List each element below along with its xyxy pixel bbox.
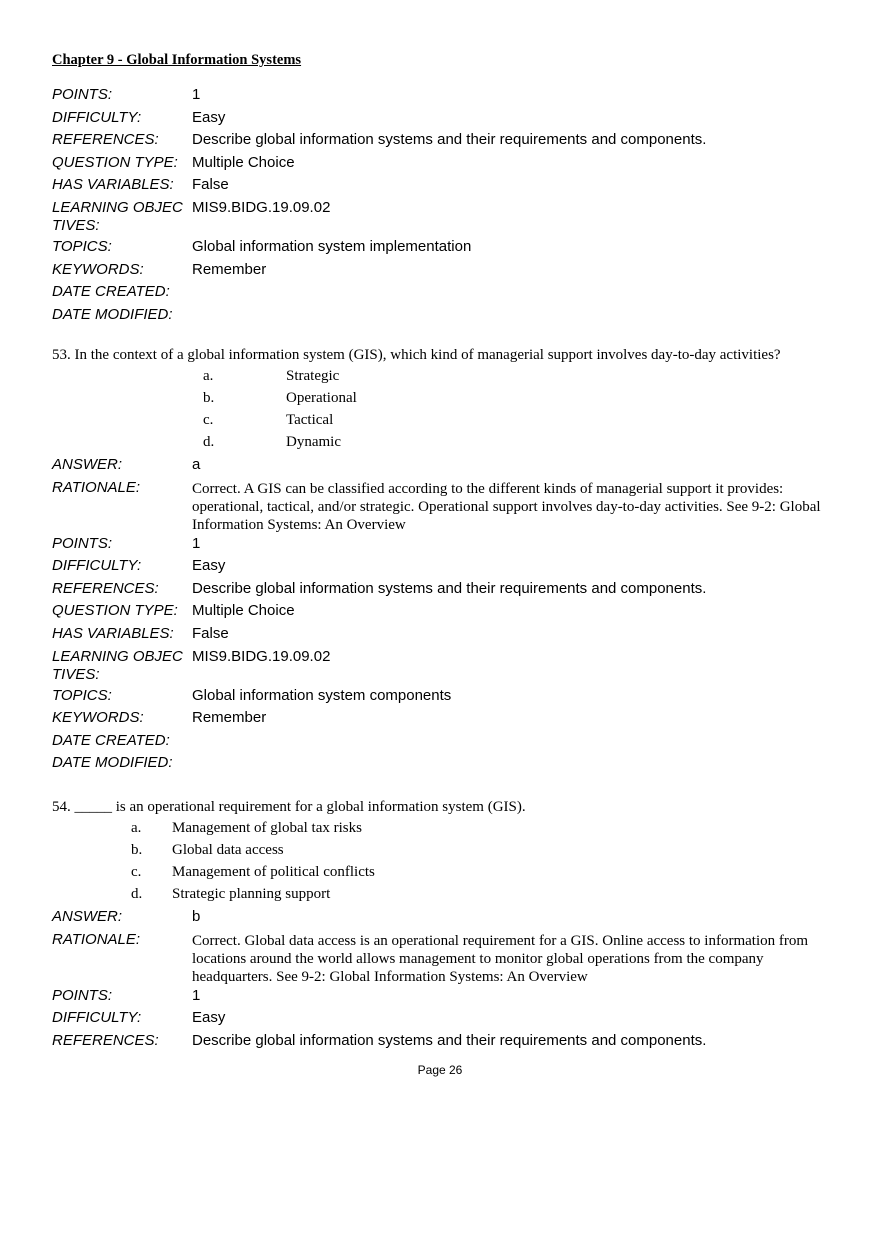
has-variables-value: False [192, 624, 229, 642]
points-value: 1 [192, 86, 201, 103]
meta-row-question-type [52, 602, 842, 625]
rationale-text: Correct. Global data access is an operational requirement for a GIS. Online access to information from locations around the world allows management to monitor global operations from the company headquarters. See 9-2: Global Information Systems: An Overview [192, 932, 809, 985]
choice-text: Global data access [172, 842, 284, 858]
points-label: POINTS: [52, 86, 113, 103]
meta-row-answer [52, 456, 842, 479]
meta-row-references [52, 580, 842, 603]
meta-row-has-variables [52, 625, 842, 648]
meta-row-difficulty [52, 1009, 842, 1032]
date-created-label: DATE CREATED: [52, 283, 170, 301]
has-variables-value: False [192, 176, 229, 194]
meta-row-rationale [52, 479, 842, 535]
choice-text: Strategic [286, 368, 340, 384]
choice-letter: c. [203, 412, 214, 428]
question-type-label: QUESTION TYPE: [52, 153, 178, 171]
difficulty-label: DIFFICULTY: [52, 108, 142, 126]
difficulty-value: Easy [192, 557, 226, 575]
choice-text: Dynamic [286, 434, 341, 450]
meta-row-date-created [52, 732, 842, 755]
choice-text: Management of global tax risks [172, 820, 362, 836]
page-number: Page 26 [417, 1063, 463, 1077]
learning-objectives-label: LEARNING OBJECTIVES: [52, 198, 183, 234]
choice-letter: c. [131, 864, 142, 880]
date-modified-label: DATE MODIFIED: [52, 305, 173, 323]
rationale-label: RATIONALE: [52, 930, 141, 948]
meta-row-has-variables [52, 176, 842, 199]
choice-text: Operational [286, 390, 357, 406]
topics-value: Global information system components [192, 686, 452, 704]
points-value: 1 [192, 534, 201, 552]
meta-row-learning-objectives [52, 199, 842, 238]
difficulty-value: Easy [192, 1009, 226, 1027]
answer-label: ANSWER: [52, 456, 123, 473]
points-label: POINTS: [52, 986, 113, 1004]
choice-letter: a. [203, 368, 214, 384]
keywords-label: KEYWORDS: [52, 709, 144, 727]
keywords-value: Remember [192, 709, 267, 727]
references-value: Describe global information systems and their requirements and components. [192, 579, 707, 597]
answer-value: a [192, 456, 201, 473]
meta-row-topics [52, 238, 842, 261]
question-54-metadata [52, 908, 842, 1054]
date-modified-label: DATE MODIFIED: [52, 754, 173, 772]
choice-letter: b. [131, 842, 143, 858]
meta-row-question-type [52, 154, 842, 177]
learning-objectives-value: MIS9.BIDG.19.09.02 [192, 198, 331, 216]
meta-row-topics [52, 687, 842, 710]
references-value: Describe global information systems and their requirements and components. [192, 1031, 707, 1049]
topics-label: TOPICS: [52, 686, 112, 704]
question-type-value: Multiple Choice [192, 602, 295, 620]
prev-question-metadata [52, 86, 842, 328]
references-label: REFERENCES: [52, 131, 159, 149]
date-created-label: DATE CREATED: [52, 731, 170, 749]
meta-row-date-created [52, 283, 842, 306]
choice-letter: d. [203, 434, 215, 450]
choice-text: Strategic planning support [172, 886, 331, 902]
choice-letter: a. [131, 820, 142, 836]
choice-letter: b. [203, 390, 215, 406]
difficulty-label: DIFFICULTY: [52, 1009, 142, 1027]
references-value: Describe global information systems and their requirements and components. [192, 131, 707, 149]
learning-objectives-value: MIS9.BIDG.19.09.02 [192, 647, 331, 665]
choice-text: Tactical [286, 412, 334, 428]
meta-row-difficulty [52, 557, 842, 580]
meta-row-references [52, 1032, 842, 1055]
meta-row-references [52, 131, 842, 154]
topics-value: Global information system implementation [192, 237, 472, 255]
topics-label: TOPICS: [52, 237, 112, 255]
answer-value: b [192, 908, 201, 925]
difficulty-value: Easy [192, 108, 226, 126]
meta-row-learning-objectives [52, 648, 842, 687]
meta-row-date-modified [52, 306, 842, 329]
has-variables-label: HAS VARIABLES: [52, 624, 174, 642]
question-type-label: QUESTION TYPE: [52, 602, 178, 620]
meta-row-points [52, 987, 842, 1010]
has-variables-label: HAS VARIABLES: [52, 176, 174, 194]
chapter-title: Chapter 9 - Global Information Systems [52, 52, 302, 68]
answer-label: ANSWER: [52, 908, 123, 925]
choice-text: Management of political conflicts [172, 864, 375, 880]
keywords-value: Remember [192, 260, 267, 278]
meta-row-rationale [52, 931, 842, 987]
question-type-value: Multiple Choice [192, 153, 295, 171]
rationale-label: RATIONALE: [52, 478, 141, 496]
question-54-text: 54. _____ is an operational requirement for a global information system (GIS). [52, 799, 526, 815]
meta-row-points [52, 86, 842, 109]
points-value: 1 [192, 986, 201, 1004]
meta-row-keywords [52, 709, 842, 732]
difficulty-label: DIFFICULTY: [52, 557, 142, 575]
meta-row-points [52, 535, 842, 558]
meta-row-answer [52, 908, 842, 931]
references-label: REFERENCES: [52, 1031, 159, 1049]
meta-row-keywords [52, 261, 842, 284]
rationale-text: Correct. A GIS can be classified according to the different kinds of managerial support it provides: operational, tactical, and/or strategic. Operational support involves day-to-day activities. See 9-2: Global Information Systems: An Overview [192, 480, 821, 533]
choice-letter: d. [131, 886, 143, 902]
question-53-metadata [52, 456, 842, 777]
meta-row-date-modified [52, 754, 842, 777]
references-label: REFERENCES: [52, 579, 159, 597]
learning-objectives-label: LEARNING OBJECTIVES: [52, 647, 183, 683]
meta-row-difficulty [52, 109, 842, 132]
points-label: POINTS: [52, 534, 113, 552]
question-53-text: 53. In the context of a global information system (GIS), which kind of managerial support involves day-to-day activities? [52, 347, 781, 363]
keywords-label: KEYWORDS: [52, 260, 144, 278]
